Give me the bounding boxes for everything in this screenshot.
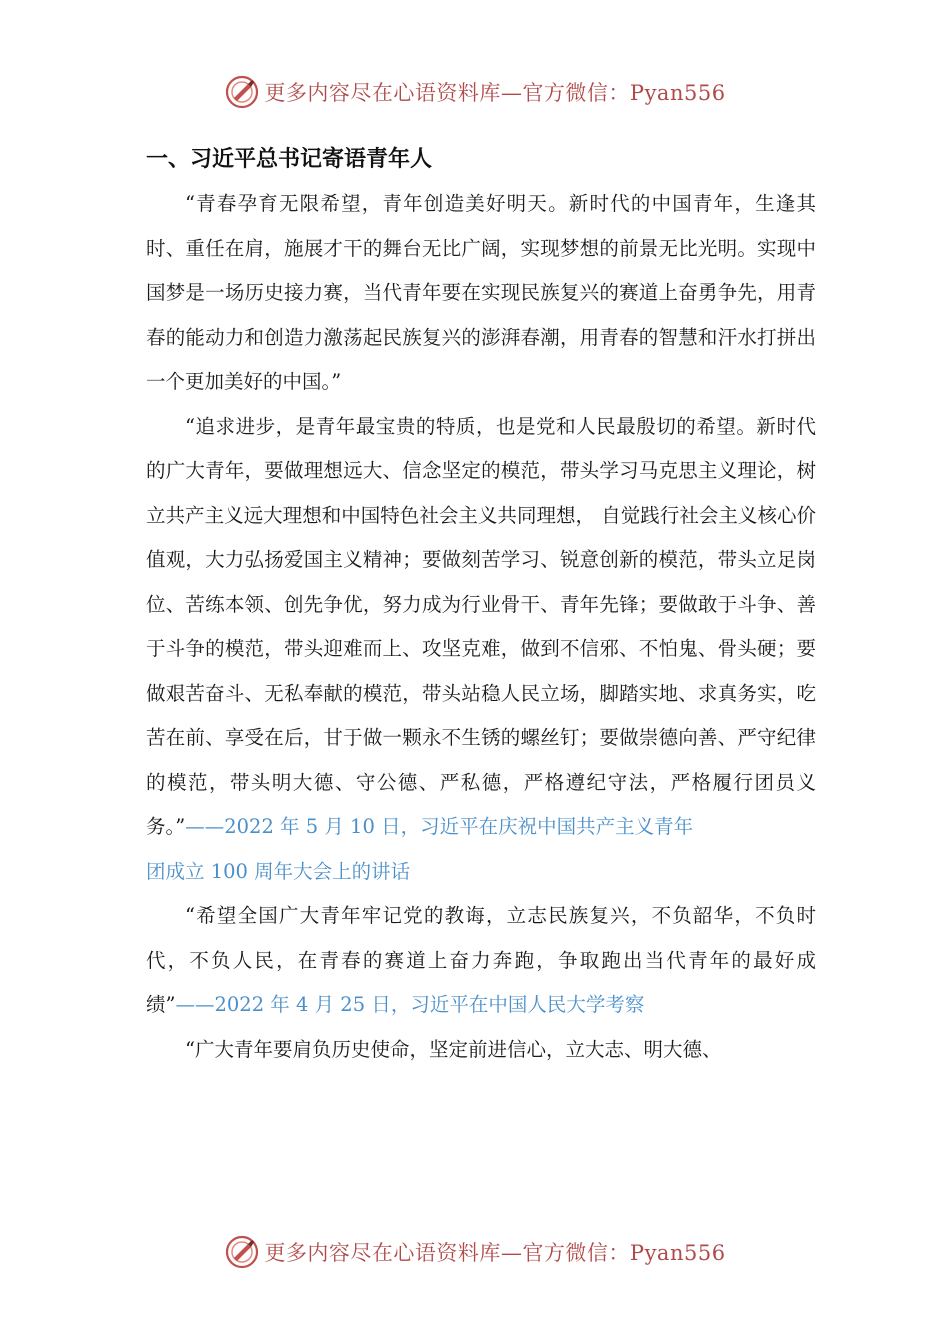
quote-paragraph-2: “追求进步，是青年最宝贵的特质，也是党和人民最殷切的希望。新时代的广大青年，要做理想远大、信念坚定的模范，带头学习马克思主义理论，树立共产主义远大理想和中国特色社会主义共同理想， 自觉践行社会主义核心价值观，大力弘扬爱国主义精神；要做刻苦学习、锐意创新的模范，带头立足岗位、苦练本领、创先争优，努力成为行业骨干、青年先锋；要做敢于斗争、善于斗争的模范，带头迎难而上、攻坚克难，做到不信邪、不怕鬼、骨头硬；要做艰苦奋斗、无私奉献的模范，带头站稳人民立场，脚踏实地、求真务实，吃苦在前、享受在后，甘于做一颗永不生锈的螺丝钉；要做崇德向善、严守纪律的模范，带头明大德、守公德、严私德，严格遵纪守法，严格履行团员义务。”——2022 年 5 月 10 日，习近平在庆祝中国共产主义青年 xyxy=(146,414,816,838)
section-heading: 一、习近平总书记寄语青年人 xyxy=(146,147,433,172)
banner-text: 更多内容尽在心语资料库—官方微信：Pyan556 xyxy=(264,1241,726,1265)
quote-paragraph-4: “广大青年要肩负历史使命，坚定前进信心，立大志、明大德、 xyxy=(185,1037,722,1061)
banner-text: 更多内容尽在心语资料库—官方微信：Pyan556 xyxy=(264,81,726,105)
quote-source-1a: ——2022 年 5 月 10 日，习近平在庆祝中国共产主义青年 xyxy=(185,815,694,838)
brand-logo-icon xyxy=(224,1234,260,1270)
quote-source-2: ——2022 年 4 月 25 日，习近平在中国人民大学考察 xyxy=(175,993,645,1016)
brand-logo-icon xyxy=(224,74,260,110)
quote-paragraph-3: “希望全国广大青年牢记党的教诲，立志民族复兴，不负韶华，不负时代，不负人民，在青春的赛道上奋力奔跑，争取跑出当代青年的最好成绩”——2022 年 4 月 25 日，习近平在中国人民大学考察 xyxy=(146,904,816,1016)
footer-banner xyxy=(0,1230,950,1274)
quote-source-1b: 团成立 100 周年大会上的讲话 xyxy=(146,859,411,883)
header-banner xyxy=(0,70,950,114)
document-body xyxy=(146,138,816,1072)
quote-paragraph-1: “青春孕育无限希望，青年创造美好明天。新时代的中国青年，生逢其时、重任在肩，施展才干的舞台无比广阔，实现梦想的前景无比光明。实现中国梦是一场历史接力赛，当代青年要在实现民族复兴的赛道上奋勇争先，用青春的能动力和创造力激荡起民族复兴的澎湃春潮，用青春的智慧和汗水打拼出一个更加美好的中国。” xyxy=(146,192,816,393)
